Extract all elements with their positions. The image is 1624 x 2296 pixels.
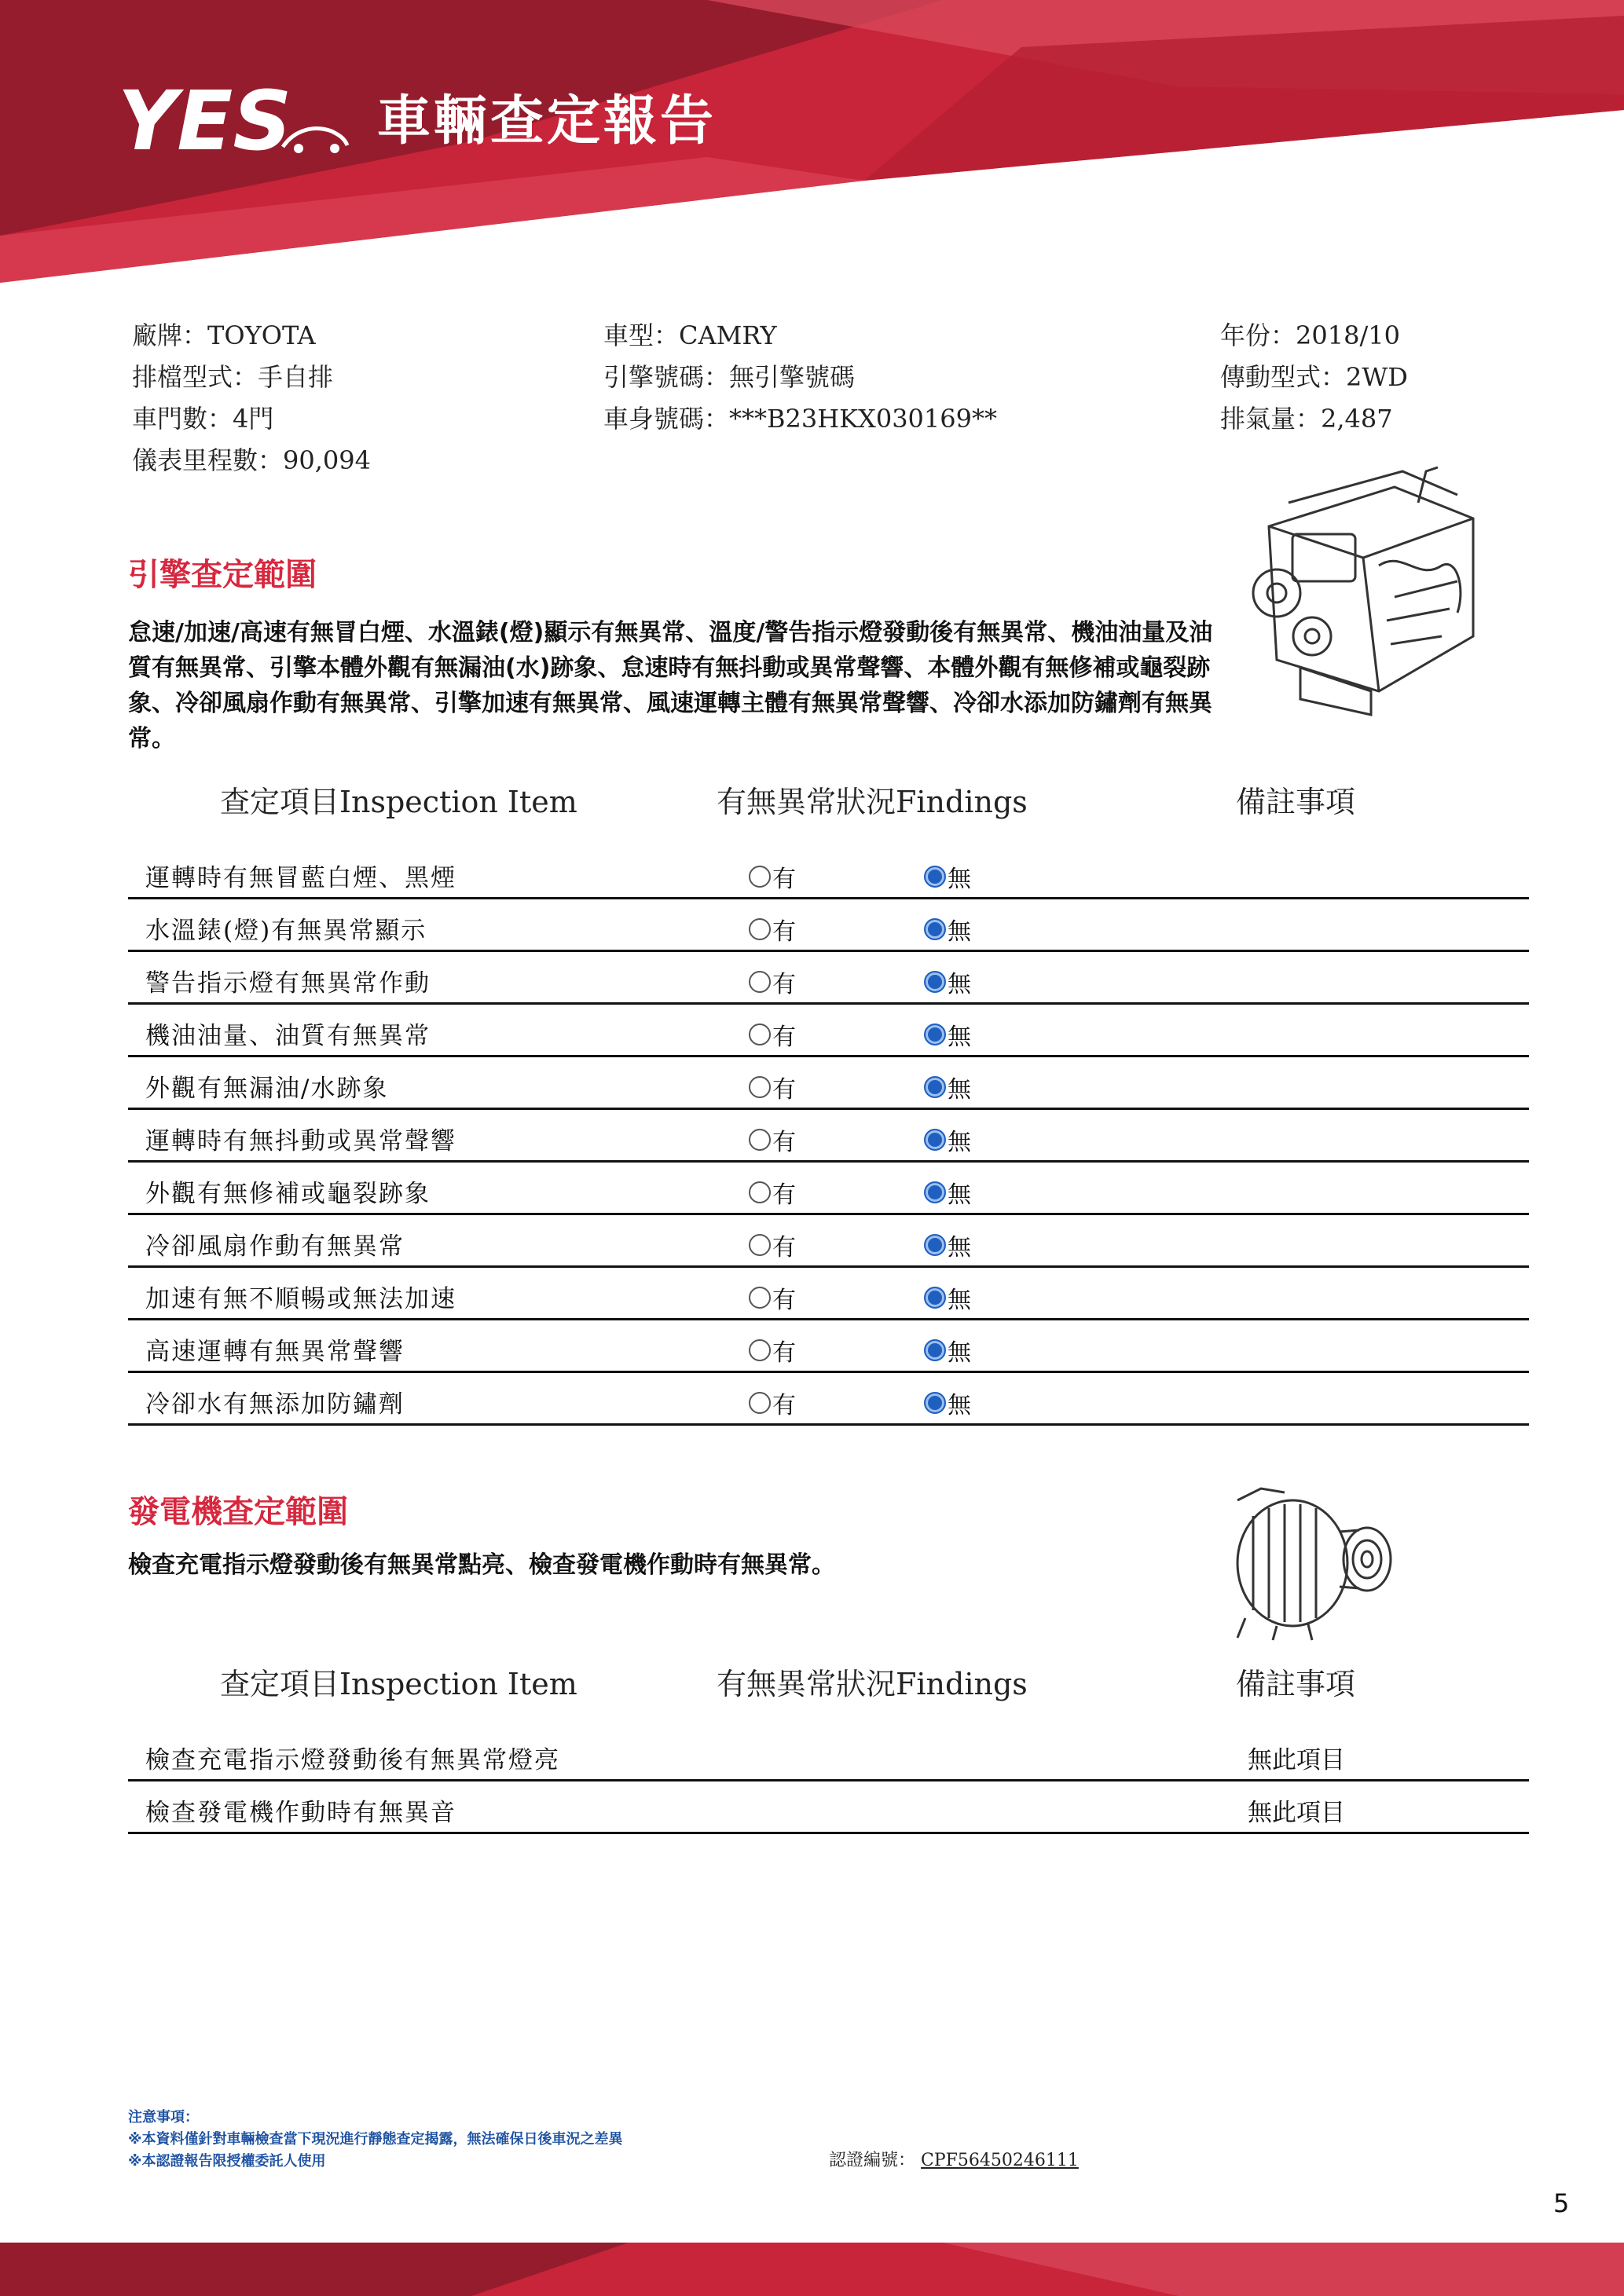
yes-logo [118, 75, 354, 169]
option-no[interactable] [924, 1386, 971, 1420]
option-no-label: 無 [948, 1234, 971, 1262]
info-doors: 車門數：4門 [132, 404, 274, 434]
engine-table-row [128, 1373, 1529, 1426]
engine-table-row [128, 1320, 1529, 1373]
row-label: 運轉時有無抖動或異常聲響 [145, 1127, 456, 1155]
option-no[interactable] [924, 965, 971, 999]
option-no-label: 無 [948, 1181, 971, 1209]
info-drive: 傳動型式：2WD [1220, 362, 1408, 392]
option-yes[interactable] [749, 1386, 796, 1420]
alternator-illustration [1222, 1485, 1402, 1642]
note-2: ※本認證報告限授權委託人使用 [128, 2153, 326, 2170]
option-no-label: 無 [948, 1023, 971, 1051]
option-yes-label: 有 [772, 1023, 796, 1051]
row-label: 水溫錶(燈)有無異常顯示 [145, 917, 427, 945]
radio-selected-icon[interactable] [924, 971, 946, 993]
row-label: 外觀有無漏油/水跡象 [145, 1075, 389, 1103]
info-vin: 車身號碼：***B23HKX030169** [603, 404, 997, 434]
engine-section-description: 怠速/加速/高速有無冒白煙、水溫錶(燈)顯示有無異常、溫度/警告指示燈發動後有無異常、機油油量及油質有無異常、引擎本體外觀有無漏油(水)跡象、怠速時有無抖動或異常聲響、本體外觀有無修補或龜裂跡象、冷卻風扇作動有無異常、引擎加速有無異常、風速運轉主體有無異常聲響、冷卻水添加防鏽劑有無異常。 [128, 619, 1213, 753]
option-yes-label: 有 [772, 1076, 796, 1104]
logo-wordmark: YES [118, 75, 292, 169]
info-brand: 廠牌：TOYOTA [132, 320, 316, 350]
engine-table-row [128, 1215, 1529, 1268]
alternator-col-notes: 備註事項 [1236, 1667, 1356, 1701]
cert-label: 認證編號： [829, 2151, 916, 2170]
option-yes[interactable] [749, 1070, 796, 1104]
alternator-section-title: 發電機查定範圍 [128, 1494, 348, 1530]
option-yes-label: 有 [772, 1392, 796, 1419]
option-no[interactable] [924, 1017, 971, 1052]
option-yes-label: 有 [772, 1287, 796, 1314]
option-no-label: 無 [948, 918, 971, 946]
radio-selected-icon[interactable] [924, 1234, 946, 1256]
option-yes[interactable] [749, 1017, 796, 1052]
option-no-label: 無 [948, 1076, 971, 1104]
footer-banner [0, 2243, 1624, 2296]
radio-selected-icon[interactable] [924, 918, 946, 940]
row-label: 高速運轉有無異常聲響 [145, 1338, 405, 1366]
option-no-label: 無 [948, 1339, 971, 1367]
option-yes[interactable] [749, 1228, 796, 1262]
option-yes[interactable] [749, 965, 796, 999]
alternator-col-findings: 有無異常狀況Findings [717, 1667, 1028, 1701]
radio-unselected-icon[interactable] [749, 1076, 771, 1098]
row-label: 警告指示燈有無異常作動 [145, 969, 431, 998]
alternator-table-row [128, 1782, 1529, 1834]
alternator-table-row [128, 1729, 1529, 1782]
option-no[interactable] [924, 1333, 971, 1368]
engine-illustration [1222, 456, 1505, 738]
info-displacement: 排氣量：2,487 [1220, 404, 1393, 434]
option-no-label: 無 [948, 1392, 971, 1419]
row-label: 加速有無不順暢或無法加速 [145, 1285, 456, 1313]
note-1: ※本資料僅針對車輛檢查當下現況進行靜態查定揭露，無法確保日後車況之差異 [128, 2131, 623, 2148]
radio-selected-icon[interactable] [924, 1287, 946, 1309]
engine-table-row [128, 1268, 1529, 1320]
radio-unselected-icon[interactable] [749, 971, 771, 993]
engine-col-notes: 備註事項 [1236, 785, 1356, 819]
row-label: 檢查充電指示燈發動後有無異常燈亮 [145, 1746, 560, 1774]
row-label: 外觀有無修補或龜裂跡象 [145, 1180, 431, 1208]
engine-table-row [128, 847, 1529, 899]
option-no[interactable] [924, 1070, 971, 1104]
radio-selected-icon[interactable] [924, 1023, 946, 1045]
option-no[interactable] [924, 1175, 971, 1210]
row-label: 運轉時有無冒藍白煙、黑煙 [145, 864, 456, 892]
radio-selected-icon[interactable] [924, 1181, 946, 1203]
engine-table-row [128, 1163, 1529, 1215]
info-engine-number: 引擎號碼：無引擎號碼 [603, 362, 856, 392]
engine-section-title: 引擎查定範圍 [128, 557, 317, 593]
option-yes[interactable] [749, 912, 796, 947]
option-yes-label: 有 [772, 1234, 796, 1262]
page-number: 5 [1553, 2188, 1570, 2218]
option-yes-label: 有 [772, 1181, 796, 1209]
row-label: 冷卻風扇作動有無異常 [145, 1232, 405, 1261]
option-no-label: 無 [948, 866, 971, 893]
radio-unselected-icon[interactable] [749, 1234, 771, 1256]
option-yes[interactable] [749, 1175, 796, 1210]
row-note: 無此項目 [1248, 1799, 1345, 1827]
option-no-label: 無 [948, 1287, 971, 1314]
option-no-label: 無 [948, 1129, 971, 1156]
option-yes[interactable] [749, 859, 796, 894]
option-yes-label: 有 [772, 971, 796, 998]
radio-unselected-icon[interactable] [749, 1181, 771, 1203]
engine-table-row [128, 1005, 1529, 1057]
report-title: 車輛查定報告 [377, 90, 717, 152]
option-yes[interactable] [749, 1280, 796, 1315]
engine-table-row [128, 952, 1529, 1005]
option-no[interactable] [924, 1280, 971, 1315]
row-note: 無此項目 [1248, 1746, 1345, 1774]
row-label: 檢查發電機作動時有無異音 [145, 1799, 456, 1827]
radio-unselected-icon[interactable] [749, 1129, 771, 1151]
info-year: 年份：2018/10 [1220, 320, 1400, 350]
info-gear: 排檔型式：手自排 [132, 362, 334, 392]
notes-title: 注意事項： [128, 2109, 199, 2126]
option-no[interactable] [924, 912, 971, 947]
alternator-section-description: 檢查充電指示燈發動後有無異常點亮、檢查發電機作動時有無異常。 [128, 1551, 835, 1579]
radio-unselected-icon[interactable] [749, 866, 771, 888]
radio-unselected-icon[interactable] [749, 1023, 771, 1045]
engine-table-row [128, 1110, 1529, 1163]
option-yes-label: 有 [772, 866, 796, 893]
option-no-label: 無 [948, 971, 971, 998]
alternator-col-item: 查定項目Inspection Item [220, 1667, 577, 1701]
radio-selected-icon[interactable] [924, 1129, 946, 1151]
certificate-number [829, 2147, 1079, 2171]
option-yes-label: 有 [772, 918, 796, 946]
option-yes[interactable] [749, 1333, 796, 1368]
option-yes-label: 有 [772, 1339, 796, 1367]
option-yes-label: 有 [772, 1129, 796, 1156]
engine-col-item: 查定項目Inspection Item [220, 785, 577, 819]
radio-selected-icon[interactable] [924, 1339, 946, 1361]
option-no[interactable] [924, 859, 971, 894]
option-no[interactable] [924, 1122, 971, 1157]
engine-col-findings: 有無異常狀況Findings [717, 785, 1028, 819]
row-label: 冷卻水有無添加防鏽劑 [145, 1390, 405, 1419]
radio-unselected-icon[interactable] [749, 1392, 771, 1414]
radio-selected-icon[interactable] [924, 1392, 946, 1414]
footer-notes [128, 2107, 623, 2173]
radio-selected-icon[interactable] [924, 866, 946, 888]
option-yes[interactable] [749, 1122, 796, 1157]
engine-table-row [128, 899, 1529, 952]
radio-unselected-icon[interactable] [749, 1287, 771, 1309]
info-model: 車型：CAMRY [603, 320, 777, 350]
row-label: 機油油量、油質有無異常 [145, 1022, 431, 1050]
radio-unselected-icon[interactable] [749, 1339, 771, 1361]
radio-selected-icon[interactable] [924, 1076, 946, 1098]
option-no[interactable] [924, 1228, 971, 1262]
radio-unselected-icon[interactable] [749, 918, 771, 940]
cert-number: CPF56450246111 [921, 2151, 1079, 2170]
engine-table-row [128, 1057, 1529, 1110]
info-mileage: 儀表里程數：90,094 [132, 445, 371, 475]
